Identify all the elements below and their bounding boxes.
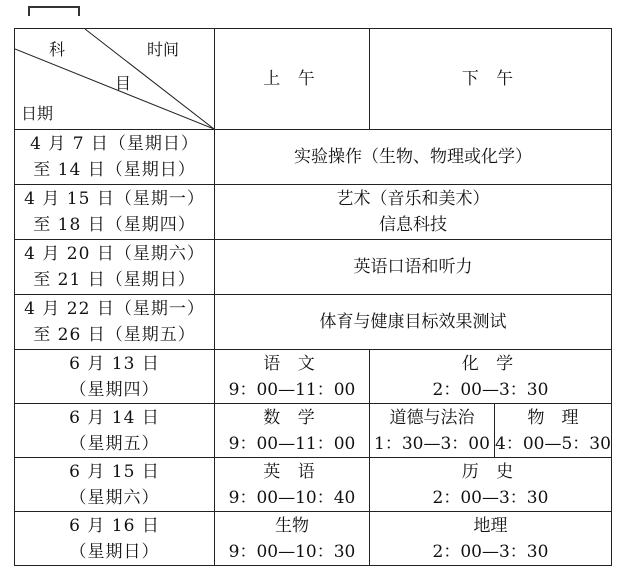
schedule-table — [14, 28, 612, 566]
table-row — [15, 458, 612, 512]
activity-cell — [215, 295, 612, 350]
date-cell — [15, 350, 215, 404]
header-row — [15, 29, 612, 130]
header-cropped-mark — [28, 6, 80, 18]
exam-time: 9：00—10：30 — [228, 541, 356, 562]
date-line-1: 6 月 14 日 — [69, 407, 160, 428]
date-line-1: 4 月 22 日（星期一） — [24, 299, 205, 319]
date-cell — [15, 458, 215, 512]
exam-subject: 物 理 — [527, 407, 579, 428]
exam-subject: 语 文 — [263, 353, 321, 374]
exam-time: 9：00—10：40 — [228, 487, 356, 508]
date-line-1: 4 月 7 日（星期日） — [30, 134, 199, 154]
exam-time: 9：00—11：00 — [228, 433, 356, 454]
exam-subject: 生物 — [275, 515, 309, 536]
table-row — [15, 350, 612, 404]
date-cell — [15, 512, 215, 566]
corner-subject-2: 目 — [115, 74, 132, 93]
exam-subject: 道德与法治 — [389, 407, 475, 428]
morning-exam-cell — [215, 458, 370, 512]
corner-time-label: 时间 — [147, 40, 180, 59]
date-line-2: 至 21 日（星期日） — [33, 270, 196, 290]
afternoon-exam-cell-2 — [495, 404, 612, 458]
date-line-2: （星期四） — [69, 379, 160, 400]
exam-subject: 化 学 — [461, 353, 520, 374]
exam-time: 4：00—5：30 — [495, 433, 611, 454]
date-cell — [15, 240, 215, 295]
date-cell — [15, 404, 215, 458]
exam-subject: 地理 — [473, 515, 508, 536]
exam-time: 2：00—3：30 — [432, 379, 549, 400]
date-line-2: （星期五） — [69, 433, 160, 454]
afternoon-exam-cell — [370, 512, 612, 566]
date-line-2: 至 14 日（星期日） — [33, 160, 196, 180]
date-line-1: 4 月 15 日（星期一） — [24, 189, 205, 209]
corner-date-label: 日期 — [21, 104, 54, 123]
date-cell — [15, 295, 215, 350]
morning-header: 上 午 — [215, 29, 370, 130]
activity-text-1: 艺术（音乐和美术） — [336, 189, 490, 209]
date-line-2: （星期六） — [69, 487, 160, 508]
date-line-1: 6 月 13 日 — [69, 353, 160, 374]
activity-cell — [215, 240, 612, 295]
activity-text: 实验操作（生物、物理或化学） — [293, 147, 532, 167]
exam-time: 2：00—3：30 — [432, 541, 549, 562]
morning-exam-cell — [215, 350, 370, 404]
date-cell — [15, 185, 215, 240]
table-row — [15, 130, 612, 185]
date-cell — [15, 130, 215, 185]
morning-exam-cell — [215, 512, 370, 566]
afternoon-exam-cell — [370, 350, 612, 404]
date-line-1: 6 月 16 日 — [69, 515, 160, 536]
activity-cell — [215, 130, 612, 185]
table-row — [15, 404, 612, 458]
date-line-2: 至 18 日（星期四） — [33, 215, 196, 235]
afternoon-header: 下 午 — [370, 29, 612, 130]
exam-time: 2：00—3：30 — [432, 487, 549, 508]
morning-exam-cell — [215, 404, 370, 458]
table-row — [15, 240, 612, 295]
exam-time: 9：00—11：00 — [228, 379, 356, 400]
exam-subject: 历 史 — [461, 461, 520, 482]
afternoon-exam-cell — [370, 458, 612, 512]
corner-subject-1: 科 — [49, 40, 66, 59]
activity-cell — [215, 185, 612, 240]
afternoon-exam-cell-1 — [370, 404, 495, 458]
corner-header-cell — [15, 29, 215, 130]
activity-text: 英语口语和听力 — [353, 257, 473, 277]
activity-text-2: 信息科技 — [378, 215, 447, 235]
table-row — [15, 512, 612, 566]
date-line-1: 4 月 20 日（星期六） — [24, 244, 205, 264]
table-row — [15, 295, 612, 350]
date-line-2: （星期日） — [69, 541, 160, 562]
date-line-1: 6 月 15 日 — [69, 461, 160, 482]
exam-time: 1：30—3：00 — [374, 433, 490, 454]
exam-subject: 数 学 — [263, 407, 321, 428]
exam-subject: 英 语 — [263, 461, 321, 482]
exam-schedule — [14, 28, 612, 566]
date-line-2: 至 26 日（星期五） — [33, 325, 196, 345]
activity-text: 体育与健康目标效果测试 — [319, 312, 507, 332]
table-row — [15, 185, 612, 240]
